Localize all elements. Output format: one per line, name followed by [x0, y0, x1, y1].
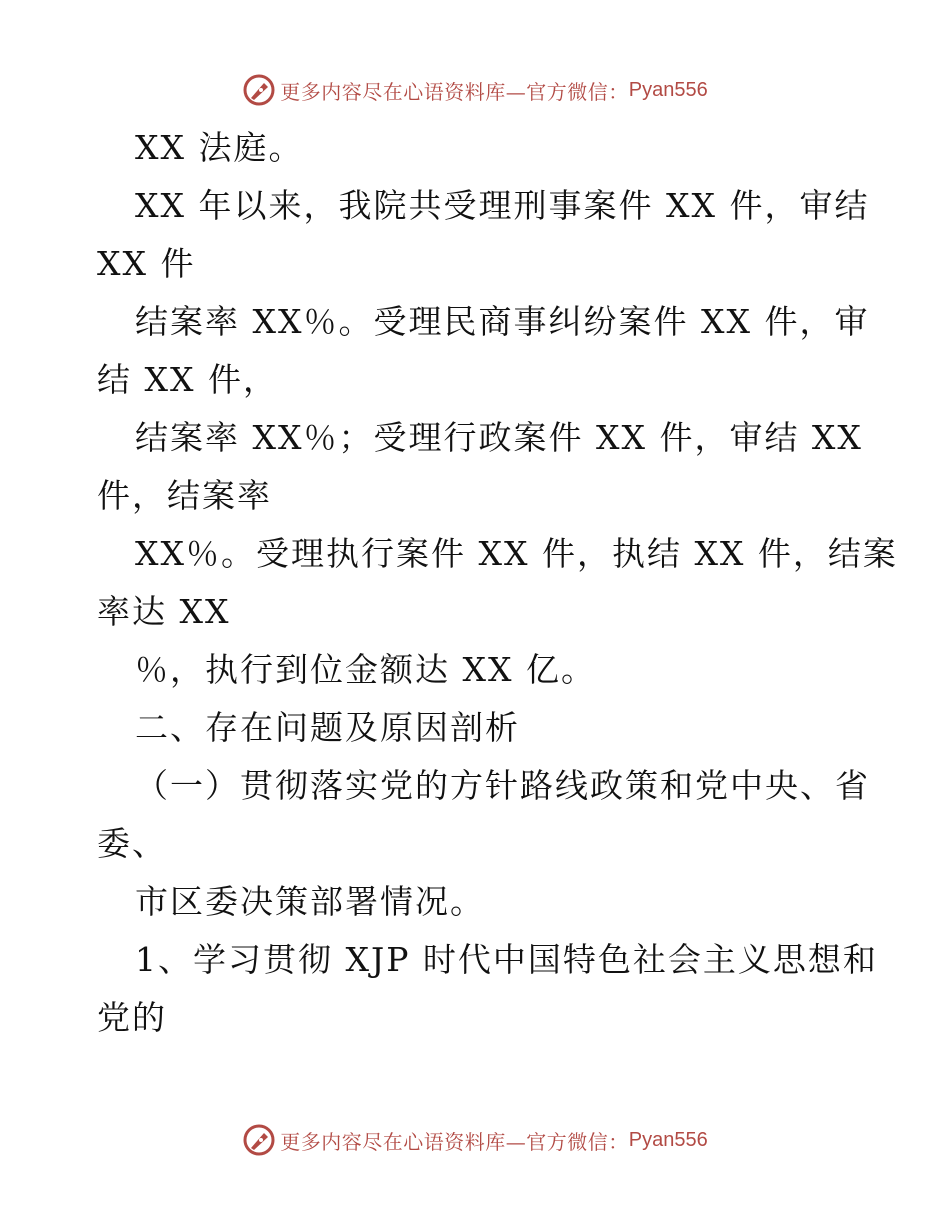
text-line: 党的 [97, 998, 167, 1037]
footer-watermark [0, 1120, 950, 1160]
text-line: XX 件 [97, 244, 196, 283]
subsection-heading: （一）贯彻落实党的方针路线政策和党中央、省 [135, 766, 870, 805]
text-line: XX 法庭。 [135, 128, 304, 167]
watermark-id: Pyan556 [628, 78, 708, 101]
text-line: 率达 XX [97, 592, 231, 631]
text-line: 市区委决策部署情况。 [135, 882, 485, 921]
text-line: ％，执行到位金额达 XX 亿。 [135, 650, 596, 689]
section-heading: 二、存在问题及原因剖析 [135, 708, 520, 747]
watermark-id: Pyan556 [628, 1128, 708, 1151]
text-line: 结案率 XX％。受理民商事纠纷案件 XX 件，审 [135, 302, 870, 341]
text-line: 件，结案率 [97, 476, 272, 515]
text-line: 1、学习贯彻 XJP 时代中国特色社会主义思想和 [135, 940, 878, 979]
watermark-text: 更多内容尽在心语资料库—官方微信： [280, 79, 629, 104]
text-line: XX 年以来，我院共受理刑事案件 XX 件，审结 [135, 186, 870, 225]
pen-nib-logo-icon [242, 1123, 276, 1157]
text-line: 结 XX 件， [97, 360, 278, 399]
text-line: XX％。受理执行案件 XX 件，执结 XX 件，结案 [135, 534, 898, 573]
watermark-text: 更多内容尽在心语资料库—官方微信： [280, 1129, 629, 1154]
text-line: 结案率 XX％；受理行政案件 XX 件，审结 XX [135, 418, 863, 457]
text-line: 委、 [97, 824, 167, 863]
